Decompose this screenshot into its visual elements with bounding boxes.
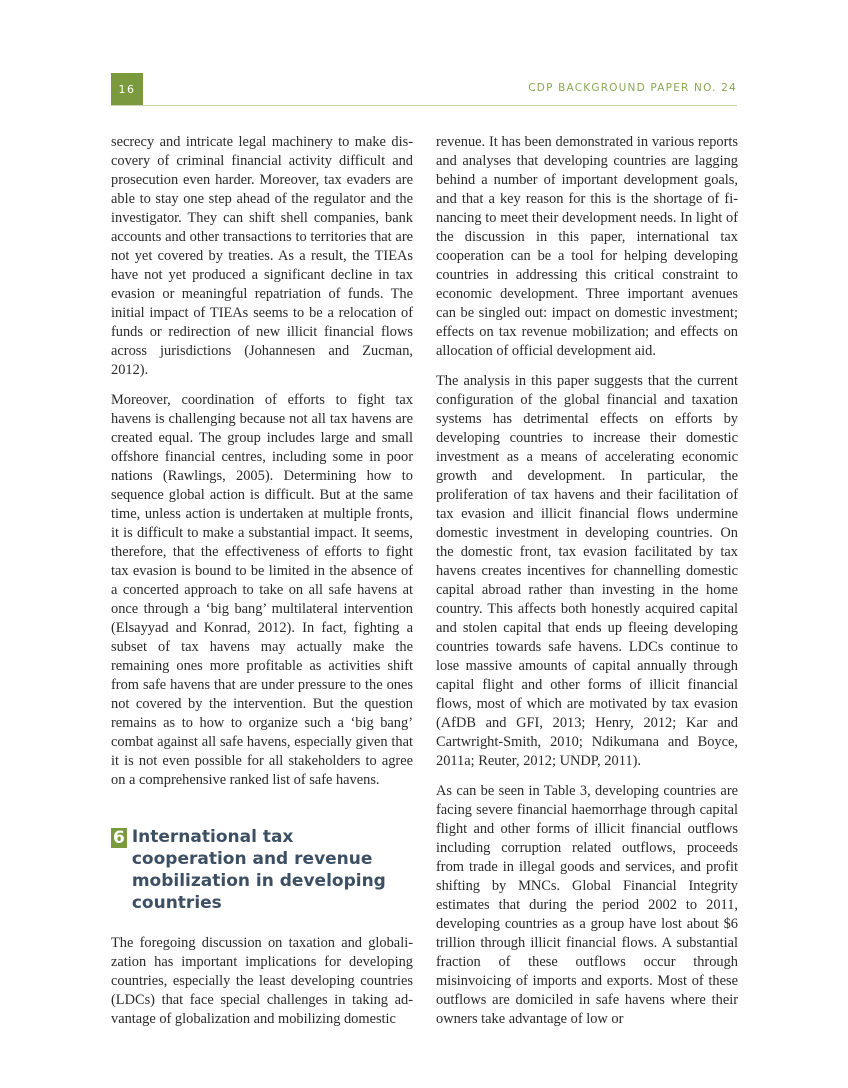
left-column xyxy=(111,133,413,1040)
paragraph: revenue. It has been demonstrated in various reports and analyses that developing countries are lagging behind a number of important development goals, and that a key reason for this is the shortage of financing to meet their development needs. In light of the discussion in this paper, international tax cooperation can be a tool for helping developing countries in addressing this critical constraint to economic development. Three important avenues can be singled out: impact on domestic investment; effects on tax revenue mobilization; and effects on allocation of official development aid. xyxy=(436,134,738,359)
section-heading xyxy=(111,826,413,914)
page-header xyxy=(111,73,737,106)
paragraph: Moreover, coordination of efforts to fight tax havens is challenging because not all tax havens are created equal. The group includes large and small offshore financial centres, including some in poor nations (Rawlings, 2005). Determining how to sequence global action is difficult. But at the same time, unless action is undertaken at multiple fronts, it is difficult to make a substantial impact. It seems, therefore, that the effectiveness of efforts to fight tax evasion is bound to be limited in the absence of a concerted approach to take on all safe havens at once through a ‘big bang’ multilateral intervention (Elsayyad and Konrad, 2012). In fact, fighting a subset of tax havens may actually make the remaining ones more profitable as activities shift from safe havens that are under pressure to the ones not covered by the intervention. But the question remains as to how to organize such a ‘big bang’ combat against all safe havens, especially given that it is not even possible for all stakeholders to agree on a comprehensive ranked list of safe havens. xyxy=(111,392,413,788)
section-number: 6 xyxy=(113,828,125,848)
running-title: CDP BACKGROUND PAPER NO. 24 xyxy=(528,82,737,94)
paragraph: The analysis in this paper suggests that the current configuration of the global financial and taxation systems has detrimental effects on efforts by developing countries to increase their domestic investment as a means of accelerating economic growth and development. In particular, the proliferation of tax havens and their facilitation of tax evasion and illicit financial flows undermine domestic investment in developing countries. On the domestic front, tax evasion facilitated by tax havens creates incentives for channelling domestic capital abroad rather than investing in the home country. This affects both honestly acquired capital and stolen capital that ends up fleeing developing countries towards safe havens. LDCs continue to lose massive amounts of capital annually through capital flight and other forms of illicit financial flows, most of which are motivated by tax evasion (AfDB and GFI, 2013; Henry, 2012; Kar and Cartwright-Smith, 2010; Ndikumana and Boyce, 2011a; Reuter, 2012; UNDP, 2011). xyxy=(436,373,738,769)
page-number: 16 xyxy=(111,73,143,105)
paragraph: secrecy and intricate legal machinery to make discovery of criminal financial activity difficult and prosecution even harder. Moreover, tax evaders are able to stay one step ahead of the regulator and the investigator. They can shift shell companies, bank accounts and other transactions to territories that are not yet covered by treaties. As a result, the TIEAs have not yet produced a significant decline in tax evasion or meaningful repatriation of funds. The initial impact of TIEAs seems to be a relocation of funds or redirection of new illicit financial flows across jurisdictions (Johannesen and Zucman, 2012). xyxy=(111,134,413,378)
paragraph: The foregoing discussion on taxation and globalization has important implications for developing countries, especially the least developing countries (LDCs) that face special challenges in taking advantage of globalization and mobilizing domestic xyxy=(111,935,413,1027)
section-title: International tax cooperation and revenue mobilization in developing countries xyxy=(131,827,386,913)
right-column xyxy=(436,133,738,1040)
paragraph: As can be seen in Table 3, developing countries are facing severe financial haemorrhage through capital flight and other forms of illicit financial outflows including corruption related outflows, proceeds from trade in illegal goods and services, and profit shifting by MNCs. Global Financial Integrity estimates that during the period 2002 to 2011, developing countries as a group have lost about $6 trillion through illicit financial flows. A substantial fraction of these outflows occur through misinvoicing of imports and exports. Most of these outflows are domiciled in safe havens where their owners take advantage of low or xyxy=(436,783,738,1027)
